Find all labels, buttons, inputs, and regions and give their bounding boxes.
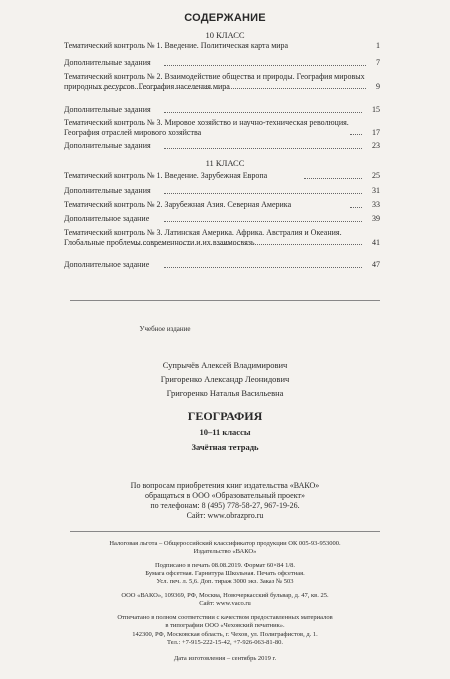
toc-entry-text: Дополнительные задания	[64, 58, 151, 67]
toc-dot-leader	[350, 207, 362, 208]
toc-entry-text: Тематический контроль № 1. Введение. Политическая карта мира	[64, 41, 289, 50]
toc-dot-leader	[96, 88, 366, 89]
toc-dot-leader	[164, 267, 362, 268]
purchase-line-1: По вопросам приобретения книг издательства «ВАКО»	[130, 481, 320, 490]
toc-entry-text: Тематический контроль № 2. Зарубежная Азия. Северная Америка	[64, 200, 292, 209]
toc-entry-text: Дополнительное задание	[64, 260, 150, 269]
edition-label: Учебное издание	[139, 325, 191, 333]
print-line-2: Бумага офсетная. Гарнитура Школьная. Печать офсетная.	[145, 570, 305, 577]
manufacture-date: Дата изготовления – сентябрь 2019 г.	[173, 655, 277, 662]
toc-entry-page: 33	[372, 200, 380, 209]
toc-dot-leader	[164, 65, 366, 66]
toc-entry	[64, 141, 380, 151]
toc-entry	[64, 171, 380, 181]
print-line-1: Подписано в печать 08.08.2019. Формат 60×84 1/8.	[154, 562, 296, 569]
toc-entry-text: Дополнительные задания	[64, 186, 151, 195]
toc-entry	[64, 72, 380, 91]
grade-11-heading: 11 КЛАСС	[205, 158, 245, 168]
author-2: Григоренко Александр Леонидович	[160, 374, 290, 384]
grade-10-heading: 10 КЛАСС	[205, 30, 245, 40]
toc-entry-page: 1	[376, 41, 380, 50]
purchase-line-2: обращаться в ООО «Образовательный проект»	[145, 491, 305, 500]
toc-entry-page: 31	[372, 186, 380, 195]
section-divider	[70, 300, 380, 301]
printed-line-2: в типографии ООО «Чеховский печатник».	[165, 622, 285, 629]
toc-entry-text: Тематический контроль № 3. Мировое хозяйство и научно-техническая революция. География отраслей мирового хозяйства	[64, 118, 349, 137]
toc-dot-leader	[304, 178, 362, 179]
toc-entry	[64, 260, 380, 270]
toc-entry-page: 41	[372, 237, 380, 247]
toc-dot-leader	[134, 244, 362, 245]
toc-entry	[64, 41, 380, 51]
toc-entry-page: 23	[372, 141, 380, 150]
toc-entry-text: Тематический контроль № 3. Латинская Америка. Африка. Австралия и Океания. Глобальные проблемы современности и их взаимосвязь	[64, 228, 342, 247]
tax-line-1: Налоговая льгота – Общероссийский классификатор продукции ОК 005-93-953000.	[109, 540, 341, 547]
toc-dot-leader	[164, 112, 362, 113]
toc-entry-text: Тематический контроль № 1. Введение. Зарубежная Европа	[64, 171, 268, 180]
printed-line-4: Тел.: +7-915-222-15-42, +7-926-063-81-80.	[167, 639, 283, 646]
toc-entry-page: 9	[376, 81, 380, 91]
book-grades: 10–11 классы	[199, 427, 251, 437]
purchase-line-3: по телефонам: 8 (495) 778-58-27, 967-19-26.	[150, 501, 300, 510]
toc-entry-page: 17	[372, 127, 380, 137]
printed-line-1: Отпечатано в полном соответствии с качеством предоставленных материалов	[117, 614, 333, 621]
toc-dot-leader	[164, 148, 362, 149]
toc-dot-leader	[164, 193, 362, 194]
book-subtitle: Зачётная тетрадь	[191, 442, 259, 452]
printed-line-3: 142300, РФ, Московская область, г. Чехов, ул. Полиграфистов, д. 1.	[132, 631, 318, 638]
toc-entry-text: Дополнительные задания	[64, 105, 151, 114]
toc-entry	[64, 228, 380, 247]
toc-entry	[64, 105, 380, 115]
toc-entry	[64, 186, 380, 196]
toc-dot-leader	[164, 221, 362, 222]
toc-entry-text: Дополнительное задание	[64, 214, 150, 223]
toc-dot-leader	[350, 134, 362, 135]
toc-entry-page: 39	[372, 214, 380, 223]
purchase-line-4: Сайт: www.obrazpro.ru	[186, 511, 264, 520]
author-3: Григоренко Наталья Васильевна	[166, 388, 284, 398]
toc-title: СОДЕРЖАНИЕ	[184, 12, 266, 24]
section-divider	[70, 531, 380, 532]
toc-entry	[64, 118, 380, 137]
toc-entry	[64, 200, 380, 210]
toc-entry-text: Дополнительные задания	[64, 141, 151, 150]
book-title: ГЕОГРАФИЯ	[187, 409, 263, 423]
publisher-line-2: Сайт: www.vaco.ru	[199, 600, 251, 607]
toc-entry	[64, 58, 380, 68]
publisher-line-1: ООО «ВАКО», 109369, РФ, Москва, Новочеркасский бульвар, д. 47, кв. 25.	[121, 592, 329, 599]
print-line-3: Усл. печ. л. 5,6. Доп. тираж 3000 экз. Заказ № 503	[156, 578, 294, 585]
author-1: Супрычёв Алексей Владимирович	[162, 360, 288, 370]
tax-line-2: Издательство «ВАКО»	[193, 548, 257, 555]
toc-entry-page: 25	[372, 171, 380, 180]
toc-entry-page: 7	[376, 58, 380, 67]
toc-entry-page: 15	[372, 105, 380, 114]
toc-entry-text: Тематический контроль № 2. Взаимодействие общества и природы. География мировых природных ресурсов. География населения мира	[64, 72, 365, 91]
toc-entry-page: 47	[372, 260, 380, 269]
toc-entry	[64, 214, 380, 224]
